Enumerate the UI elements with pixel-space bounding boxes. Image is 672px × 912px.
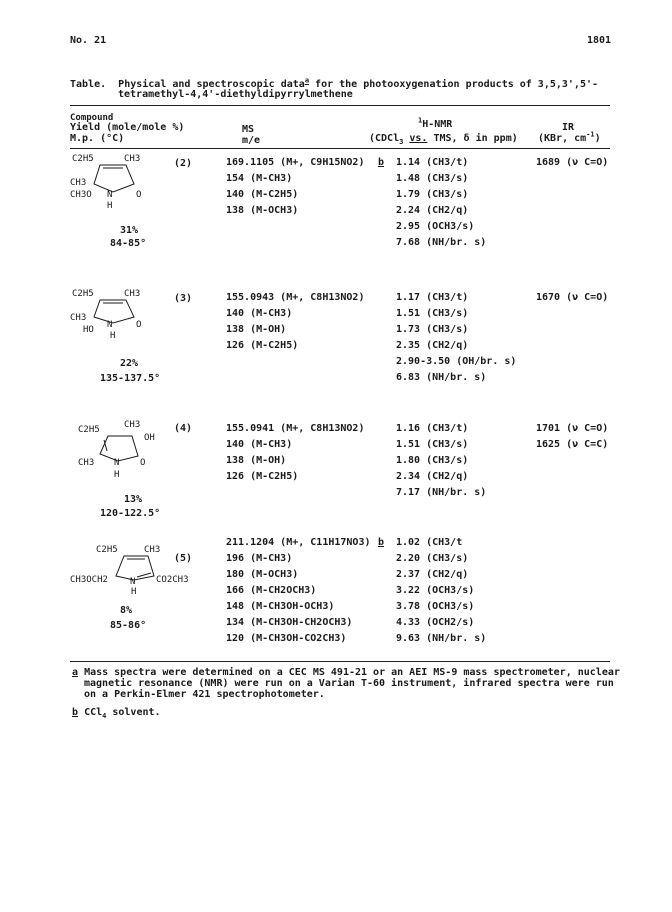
struct-label: H — [114, 470, 120, 480]
caption-footnote-ref: a — [304, 76, 310, 85]
col-ir-sub: (KBr, $cm^{-1}$) — [538, 130, 601, 144]
struct-label: N — [107, 190, 113, 200]
nmr-value: 9.63 (NH/br. s) — [396, 633, 487, 644]
footnote-a-line2: magnetic resonance (NMR) were run on a Varian T-60 instrument, infrared spectra were run — [84, 678, 614, 689]
ms-value: 138 (M-OCH3) — [226, 205, 299, 216]
struct-label: CH3OCH2 — [70, 575, 108, 585]
struct-label: C2H5 — [78, 425, 100, 435]
nmr-list — [396, 423, 486, 499]
caption-line1-rest: for the photooxygenation products of 3,5,3',5'- — [309, 79, 599, 90]
struct-label: C2H5 — [72, 154, 94, 164]
ms-value: 126 (M-C2H5) — [226, 471, 299, 482]
nmr-value: 1.51 (CH3/s) — [396, 308, 469, 319]
table-header-rule — [70, 148, 610, 149]
nmr-solvent-note: b — [378, 157, 385, 168]
compound-number: (3) — [174, 293, 193, 304]
struct-label: C2H5 — [96, 545, 118, 555]
compound-yield: 22% — [120, 358, 139, 369]
ms-list — [226, 423, 364, 483]
ms-value: 196 (M-CH3) — [226, 553, 293, 564]
ir-value: 1625 (ν C=C) — [536, 439, 609, 450]
struct-label: N — [107, 320, 113, 330]
struct-label: O — [136, 190, 142, 200]
compound-mp: 85-86° — [110, 620, 147, 631]
struct-label: H — [131, 587, 137, 597]
ir-value: 1670 (ν C=O) — [536, 292, 609, 303]
col-nmr-sub: (CDCl$_3$ vs. TMS, δ in ppm) — [369, 133, 518, 146]
nmr-value: 1.17 (CH3/t) — [396, 292, 469, 303]
ms-value: 140 (M-C2H5) — [226, 189, 299, 200]
nmr-value: 6.83 (NH/br. s) — [396, 372, 487, 383]
compound-yield: 8% — [120, 605, 133, 616]
ir-list — [536, 423, 608, 451]
nmr-value: 1.16 (CH3/t) — [396, 423, 469, 434]
col-nmr-title: $^1$H-NMR — [418, 116, 453, 130]
nmr-value: 1.48 (CH3/s) — [396, 173, 469, 184]
nmr-solvent-note: b — [378, 537, 385, 548]
footnote-b: b CCl$_4$ solvent. — [72, 707, 161, 720]
ms-list — [226, 537, 371, 645]
struct-label: CO2CH3 — [156, 575, 189, 585]
journal-issue: No. 21 — [70, 35, 107, 46]
ms-list — [226, 157, 364, 217]
ms-value: 180 (M-OCH3) — [226, 569, 299, 580]
footnote-a-mark: a — [72, 667, 79, 678]
ms-value: 120 (M-CH3OH-CO2CH3) — [226, 633, 347, 644]
ms-value: 140 (M-CH3) — [226, 308, 293, 319]
compound-mp: 135-137.5° — [100, 373, 161, 384]
caption-line1: Physical and spectroscopic data — [118, 79, 305, 90]
ms-value: 126 (M-C2H5) — [226, 340, 299, 351]
nmr-value: 1.14 (CH3/t) — [396, 157, 469, 168]
col-compound: Compound — [70, 113, 114, 123]
nmr-value: 2.34 (CH2/q) — [396, 471, 469, 482]
nmr-value: 2.90-3.50 (OH/br. s) — [396, 356, 517, 367]
ms-value: 140 (M-CH3) — [226, 439, 293, 450]
nmr-value: 3.22 (OCH3/s) — [396, 585, 475, 596]
nmr-list — [396, 292, 516, 384]
col-ir-title: IR — [562, 122, 575, 133]
nmr-value: 1.79 (CH3/s) — [396, 189, 469, 200]
footnote-b-mark: b — [72, 707, 79, 718]
struct-label: O — [136, 320, 142, 330]
compound-mp: 84-85° — [110, 238, 147, 249]
ms-value: 211.1204 (M+, C11H17NO3) — [226, 537, 371, 548]
col-yield: Yield (mole/mole %) — [70, 122, 185, 133]
ms-value: 166 (M-CH2OCH3) — [226, 585, 317, 596]
struct-label: CH3 — [124, 289, 141, 299]
struct-label: CH3 — [124, 420, 141, 430]
nmr-value: 2.37 (CH2/q) — [396, 569, 469, 580]
compound-number: (2) — [174, 158, 193, 169]
ms-value: 138 (M-OH) — [226, 455, 287, 466]
struct-label: CH3 — [70, 313, 87, 323]
col-mp: M.p. (°C) — [70, 133, 125, 144]
struct-label: H — [110, 331, 116, 341]
struct-label: C2H5 — [72, 289, 94, 299]
ms-value: 148 (M-CH3OH-OCH3) — [226, 601, 335, 612]
ms-list — [226, 292, 364, 352]
col-ms-sub: m/e — [242, 135, 261, 146]
struct-label: OH — [144, 433, 155, 443]
struct-label: N — [114, 458, 120, 468]
nmr-list — [396, 157, 486, 249]
nmr-value: 2.35 (CH2/q) — [396, 340, 469, 351]
ir-value: 1701 (ν C=O) — [536, 423, 609, 434]
ms-value: 155.0943 (M+, C8H13NO2) — [226, 292, 365, 303]
table-top-rule — [70, 105, 610, 106]
nmr-value: 7.68 (NH/br. s) — [396, 237, 487, 248]
col-ms-title: MS — [242, 124, 255, 135]
table-bottom-rule — [70, 661, 610, 662]
ms-value: 154 (M-CH3) — [226, 173, 293, 184]
struct-label: HO — [83, 325, 94, 335]
caption-line2: tetramethyl-4,4'-diethyldipyrrylmethene — [118, 89, 353, 100]
pyrrolinone-ring — [94, 300, 134, 323]
ms-value: 155.0941 (M+, C8H13NO2) — [226, 423, 365, 434]
struct-label: N — [130, 577, 136, 587]
nmr-value: 7.17 (NH/br. s) — [396, 487, 487, 498]
nmr-value: 1.80 (CH3/s) — [396, 455, 469, 466]
nmr-value: 2.95 (OCH3/s) — [396, 221, 475, 232]
footnote-a-line3: on a Perkin-Elmer 421 spectrophotometer. — [84, 689, 325, 700]
nmr-value: 1.51 (CH3/s) — [396, 439, 469, 450]
pyrrolinone-ring — [94, 165, 134, 192]
footnote-a-line1: Mass spectra were determined on a CEC MS 491-21 or an AEI MS-9 mass spectrometer, nuclear — [84, 667, 620, 678]
struct-label: CH3 — [144, 545, 161, 555]
compound-mp: 120-122.5° — [100, 508, 161, 519]
nmr-value: 2.24 (CH2/q) — [396, 205, 469, 216]
ms-value: 138 (M-OH) — [226, 324, 287, 335]
compound-yield: 13% — [124, 494, 143, 505]
compound-number: (4) — [174, 423, 193, 434]
struct-label: H — [107, 201, 113, 211]
compound-number: (5) — [174, 553, 193, 564]
struct-label: CH3 — [124, 154, 141, 164]
page-number: 1801 — [587, 35, 612, 46]
nmr-list — [396, 537, 486, 645]
ms-value: 134 (M-CH3OH-CH2OCH3) — [226, 617, 353, 628]
struct-label: CH3 — [70, 178, 87, 188]
struct-label: CH3 — [78, 458, 95, 468]
nmr-value: 3.78 (OCH3/s) — [396, 601, 475, 612]
struct-label: CH3O — [70, 190, 92, 200]
compound-5-structure — [70, 540, 220, 615]
struct-label: O — [140, 458, 146, 468]
nmr-value: 1.73 (CH3/s) — [396, 324, 469, 335]
nmr-value: 1.02 (CH3/t — [396, 537, 463, 548]
nmr-value: 2.20 (CH3/s) — [396, 553, 469, 564]
compound-yield: 31% — [120, 225, 139, 236]
ir-value: 1689 (ν C=O) — [536, 157, 609, 168]
caption-label: Table. — [70, 79, 107, 90]
ms-value: 169.1105 (M+, C9H15NO2) — [226, 157, 365, 168]
nmr-value: 4.33 (OCH2/s) — [396, 617, 475, 628]
